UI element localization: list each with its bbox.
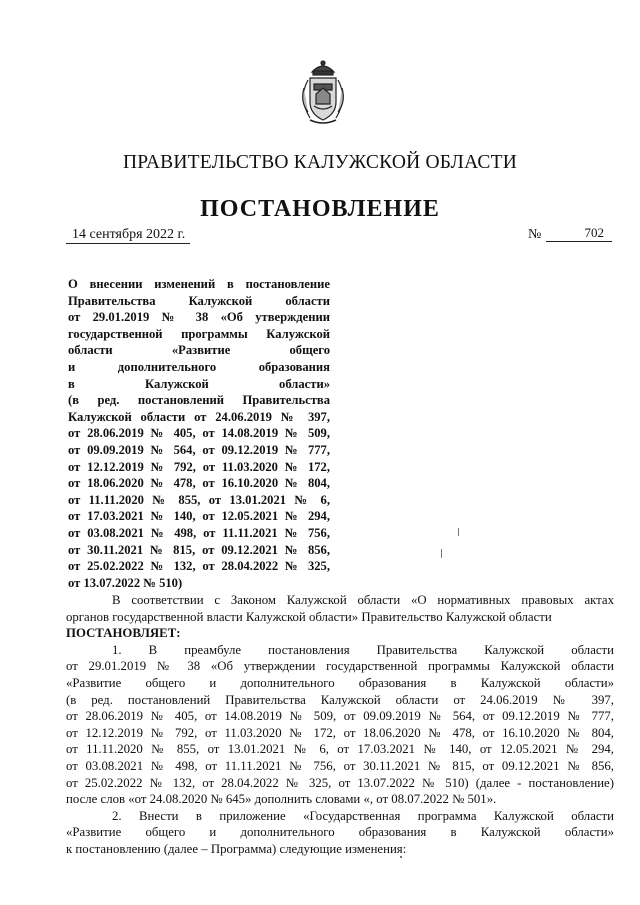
body-line: от 29.01.2019 № 38 «Об утверждении государственной программы Калужской области xyxy=(66,659,614,674)
body-line: органов государственной власти Калужской области» Правительство Калужской области xyxy=(66,609,552,624)
body-line: после слов «от 24.08.2020 № 645» дополнить словами «, от 08.07.2022 № 501». xyxy=(66,792,497,807)
body-line: «Развитие общего и дополнительного образования в Калужской области» xyxy=(66,825,614,840)
subject-line: в Калужской области» xyxy=(68,376,330,391)
body-line: В соответствии с Законом Калужской области «О нормативных правовых актах xyxy=(112,593,614,607)
subject-line: от 29.01.2019 № 38 «Об утверждении xyxy=(68,310,330,325)
decree-number: 702 xyxy=(546,225,612,242)
decree-subject xyxy=(68,276,330,591)
body-line: 2. Внести в приложение «Государственная программа Калужской области xyxy=(112,808,614,823)
decree-title: ПОСТАНОВЛЕНИЕ xyxy=(200,196,440,222)
body-line: от 03.08.2021 № 498, от 11.11.2021 № 756, от 30.11.2021 № 815, от 09.12.2021 № 856, xyxy=(66,758,614,773)
decree-body xyxy=(66,592,614,858)
government-title: ПРАВИТЕЛЬСТВО КАЛУЖСКОЙ ОБЛАСТИ xyxy=(123,152,517,173)
resolves-heading: ПОСТАНОВЛЯЕТ: xyxy=(66,626,181,641)
subject-line: от 13.07.2022 № 510) xyxy=(68,575,183,590)
coat-of-arms-icon xyxy=(296,58,350,128)
scan-speck xyxy=(441,549,442,558)
body-line: от 11.11.2020 № 855, от 13.01.2021 № 6, от 17.03.2021 № 140, от 12.05.2021 № 294, xyxy=(66,742,614,757)
subject-line: Правительства Калужской области xyxy=(68,293,330,308)
subject-line: от 12.12.2019 № 792, от 11.03.2020 № 172, xyxy=(68,459,330,474)
body-line: от 25.02.2022 № 132, от 28.04.2022 № 325, от 13.07.2022 № 510) (далее - постановление) xyxy=(66,775,614,790)
subject-line: и дополнительного образования xyxy=(68,359,330,374)
subject-line: от 03.08.2021 № 498, от 11.11.2021 № 756, xyxy=(68,525,330,540)
decree-date: 14 сентября 2022 г. xyxy=(66,227,190,244)
subject-line: от 18.06.2020 № 478, от 16.10.2020 № 804, xyxy=(68,476,330,491)
subject-line: от 28.06.2019 № 405, от 14.08.2019 № 509, xyxy=(68,426,330,441)
scan-speck xyxy=(400,856,402,858)
subject-line: от 09.09.2019 № 564, от 09.12.2019 № 777, xyxy=(68,442,330,457)
body-line: (в ред. постановлений Правительства Калужской области от 24.06.2019 № 397, xyxy=(66,692,614,707)
subject-line: от 25.02.2022 № 132, от 28.04.2022 № 325, xyxy=(68,559,330,574)
body-line: 1. В преамбуле постановления Правительства Калужской области xyxy=(112,642,614,657)
subject-line: О внесении изменений в постановление xyxy=(68,277,330,291)
body-line: от 12.12.2019 № 792, от 11.03.2020 № 172, от 18.06.2020 № 478, от 16.10.2020 № 804, xyxy=(66,725,614,740)
body-line: к постановлению (далее – Программа) следующие изменения: xyxy=(66,841,407,856)
number-label: № xyxy=(528,227,542,242)
subject-line: государственной программы Калужской xyxy=(68,326,330,341)
subject-line: от 11.11.2020 № 855, от 13.01.2021 № 6, xyxy=(68,492,330,507)
subject-line: от 17.03.2021 № 140, от 12.05.2021 № 294, xyxy=(68,509,330,524)
subject-line: области «Развитие общего xyxy=(68,343,330,358)
subject-line: Калужской области от 24.06.2019 № 397, xyxy=(68,409,330,424)
body-line: «Развитие общего и дополнительного образования в Калужской области» xyxy=(66,675,614,690)
subject-line: от 30.11.2021 № 815, от 09.12.2021 № 856, xyxy=(68,542,330,557)
subject-line: (в ред. постановлений Правительства xyxy=(68,393,330,408)
scan-speck xyxy=(458,528,459,536)
body-line: от 28.06.2019 № 405, от 14.08.2019 № 509, от 09.09.2019 № 564, от 09.12.2019 № 777, xyxy=(66,709,614,724)
